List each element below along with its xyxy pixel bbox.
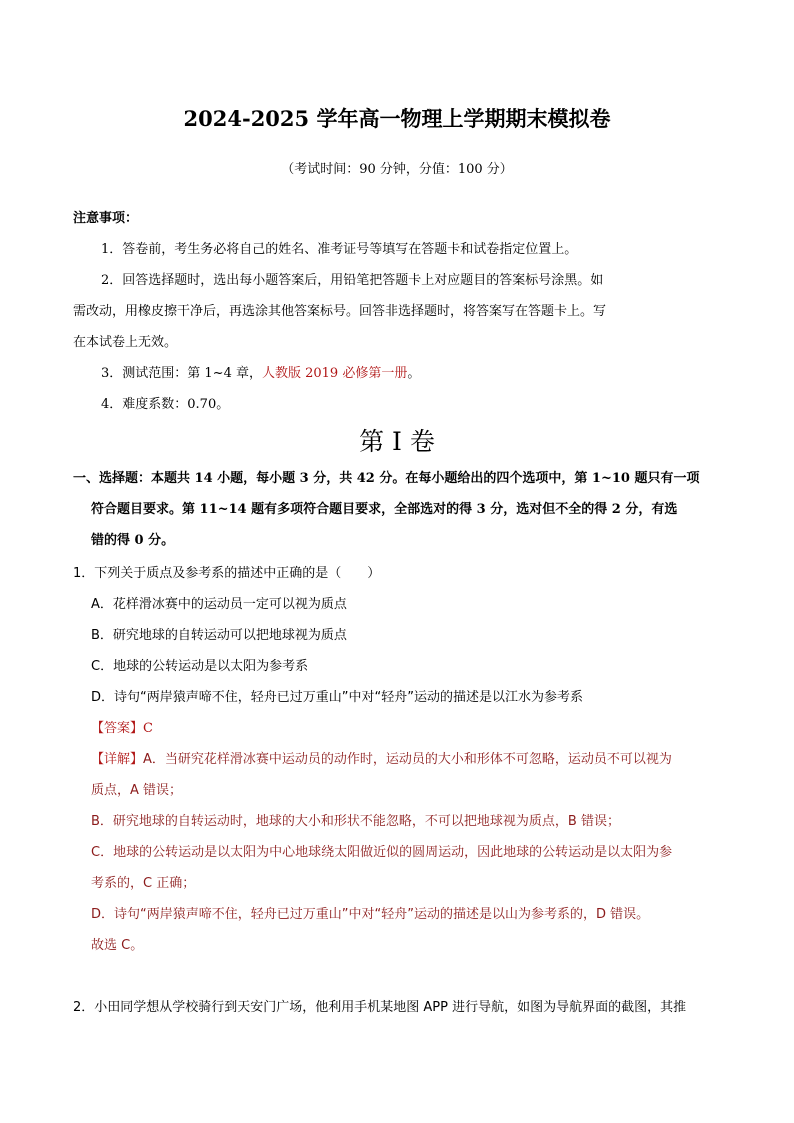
notice-item-2-line2: 需改动，用橡皮擦干净后，再选涂其他答案标号。回答非选择题时，将答案写在答题卡上。写 <box>73 304 607 319</box>
scope-prefix: 3．测试范围：第 1~4 章， <box>101 366 262 381</box>
question-1-option-c: C．地球的公转运动是以太阳为参考系 <box>91 659 309 674</box>
notice-item-2-line3: 在本试卷上无效。 <box>73 335 178 350</box>
detail-label: 【详解】 <box>91 752 144 767</box>
notice-item-3 <box>101 362 420 381</box>
page-title: 2024-2025 学年高一物理上学期期末模拟卷 <box>183 106 611 131</box>
scope-textbook: 人教版 2019 必修第一册 <box>261 366 408 381</box>
scope-suffix: 。 <box>407 366 421 381</box>
question-1-detail-line6: D．诗句“两岸猿声啼不住，轻舟已过万重山”中对“轻舟”运动的描述是以山为参考系的，D 错误。 <box>91 907 650 922</box>
question-1-detail-line4: C．地球的公转运动是以太阳为中心地球绕太阳做近似的圆周运动，因此地球的公转运动是以太阳为参 <box>91 845 673 860</box>
question-1-detail-line1 <box>91 748 672 767</box>
notice-item-2-line1: 2．回答选择题时，选出每小题答案后，用铅笔把答题卡上对应题目的答案标号涂黑。如 <box>101 273 604 288</box>
notice-item-4: 4．难度系数：0.70。 <box>101 397 230 412</box>
question-1-option-a: A．花样滑冰赛中的运动员一定可以视为质点 <box>91 597 347 612</box>
question-1-option-d: D．诗句“两岸猿声啼不住，轻舟已过万重山”中对“轻舟”运动的描述是以江水为参考系 <box>91 690 583 705</box>
question-1-option-b: B．研究地球的自转运动可以把地球视为质点 <box>91 628 347 643</box>
section-1-line2: 符合题目要求。第 11~14 题有多项符合题目要求，全部选对的得 3 分，选对但不全的得 2 分，有选 <box>91 502 678 517</box>
question-1-detail-line3: B．研究地球的自转运动时，地球的大小和形状不能忽略，不可以把地球视为质点，B 错误； <box>91 814 620 829</box>
exam-info: （考试时间：90 分钟，分值：100 分） <box>281 162 513 177</box>
question-1-answer <box>91 717 153 736</box>
detail-text: A．当研究花样滑冰赛中运动员的动作时，运动员的大小和形体不可忽略，运动员不可以视为 <box>143 752 672 767</box>
question-1-stem: 1．下列关于质点及参考系的描述中正确的是（ ） <box>73 566 381 581</box>
question-1-detail-line2: 质点，A 错误； <box>91 783 183 798</box>
section-1-line1: 一、选择题：本题共 14 小题，每小题 3 分，共 42 分。在每小题给出的四个选项中，第 1~10 题只有一项 <box>73 471 700 486</box>
question-1-detail-line5: 考系的，C 正确； <box>91 876 196 891</box>
volume-title: 第 I 卷 <box>359 427 435 456</box>
notice-item-1: 1．答卷前，考生务必将自己的姓名、准考证号等填写在答题卡和试卷指定位置上。 <box>101 242 578 257</box>
question-1-conclusion: 故选 C。 <box>91 938 144 953</box>
answer-value: C <box>143 721 153 736</box>
answer-label: 【答案】 <box>91 721 144 736</box>
question-2-stem: 2．小田同学想从学校骑行到天安门广场，他利用手机某地图 APP 进行导航，如图为导航界面的截图，其推 <box>73 1000 687 1015</box>
notice-heading: 注意事项： <box>73 211 139 226</box>
section-1-line3: 错的得 0 分。 <box>91 533 175 548</box>
